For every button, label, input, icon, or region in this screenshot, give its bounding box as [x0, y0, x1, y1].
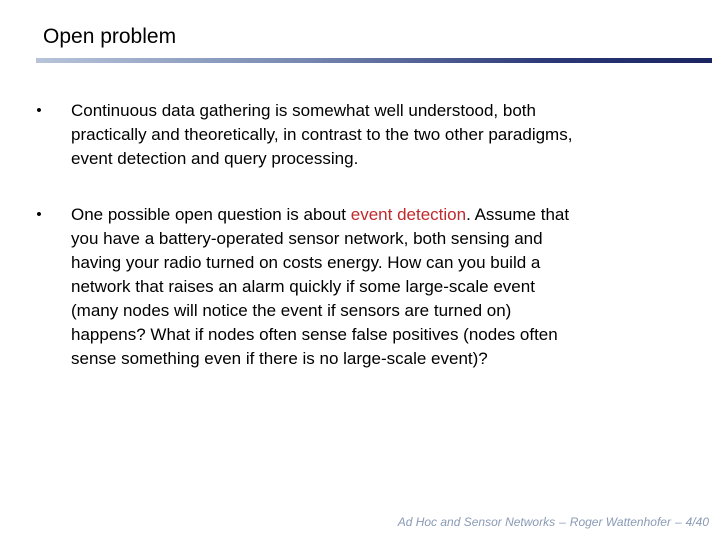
bullet-text-segment: . Assume that — [466, 205, 570, 224]
bullet-text-line: happens? What if nodes often sense false positives (nodes often — [71, 325, 558, 344]
bullet-dot-icon: • — [36, 206, 42, 223]
slide-footer — [394, 514, 709, 530]
bullet-text-line: event detection and query processing. — [71, 149, 359, 168]
bullet-text-line: network that raises an alarm quickly if some large-scale event — [71, 277, 535, 296]
bullet-dot-icon: • — [36, 102, 42, 119]
page-number: 4/40 — [685, 515, 709, 529]
highlight-event-detection: event detection — [350, 205, 467, 224]
bullet-item-open-question — [36, 203, 671, 371]
bullet-text-segment: One possible open question is about — [71, 205, 351, 224]
bullet-text-line — [71, 203, 671, 227]
bullet-item-continuous-data — [36, 99, 671, 171]
bullet-text-line: sense something even if there is no large-scale event)? — [71, 349, 488, 368]
footer-separator: – — [559, 515, 566, 529]
bullet-text-line: (many nodes will notice the event if sensors are turned on) — [71, 301, 512, 320]
footer-author: Roger Wattenhofer — [569, 515, 671, 529]
slide-title: Open problem — [43, 25, 177, 48]
bullet-text-line: practically and theoretically, in contrast to the two other paradigms, — [71, 125, 573, 144]
footer-separator: – — [674, 515, 682, 529]
bullet-text-line: Continuous data gathering is somewhat well understood, both — [71, 101, 536, 120]
bullet-text-line: you have a battery-operated sensor network, both sensing and — [71, 229, 543, 248]
bullet-text-line: having your radio turned on costs energy. How can you build a — [71, 253, 541, 272]
footer-course: Ad Hoc and Sensor Networks — [397, 515, 556, 529]
